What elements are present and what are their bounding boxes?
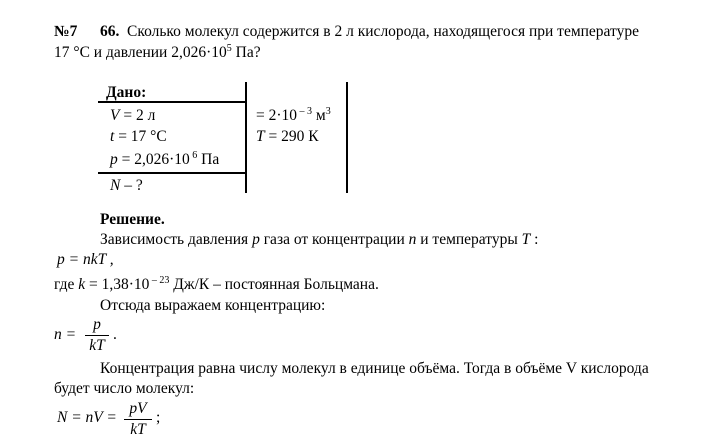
- fraction-denominator: kT: [89, 337, 105, 354]
- equation-concentration-lhs: n =: [54, 326, 77, 343]
- fraction-numerator: pV: [129, 400, 147, 417]
- given-pressure: p = 2,026·10 $^6$ Па: [110, 150, 220, 168]
- fraction-bar: [124, 419, 152, 420]
- equation-count-end: ;: [156, 409, 161, 426]
- solution-paragraph-4-line1: Концентрация равна числу молекул в единице объёма. Тогда в объёме V кислорода: [100, 360, 649, 377]
- solution-paragraph-4-line2: будет число молекул:: [54, 380, 195, 397]
- fraction-denominator: kT: [130, 421, 146, 438]
- solution-paragraph-2: где k = 1,38·10 $^{- 23}$ Дж/К – постоянная Больцмана.: [54, 275, 379, 293]
- problem-number: №7: [54, 23, 78, 40]
- si-separator: [346, 82, 348, 193]
- si-temperature: T = 290 К: [256, 128, 319, 145]
- given-header: Дано:: [106, 84, 147, 101]
- problem-id: 66.: [100, 23, 120, 40]
- si-volume: = 2·10 $^{- 3}$ $м^3$: [256, 106, 331, 124]
- find-quantity: N – ?: [110, 177, 143, 194]
- equation-count-lhs: N = nV =: [57, 409, 117, 426]
- given-separator: [245, 82, 247, 193]
- given-volume: V = 2 л: [110, 107, 156, 124]
- problem-text-line1: Сколько молекул содержится в 2 л кислорода, находящегося при температуре: [127, 23, 639, 40]
- fraction-numerator: p: [93, 316, 101, 333]
- equation-concentration-fraction: [85, 316, 109, 355]
- equation-concentration-end: .: [113, 326, 117, 343]
- equation-count-fraction: [124, 400, 152, 439]
- find-rule: [98, 172, 246, 174]
- solution-header: Решение.: [100, 211, 165, 228]
- problem-text-line2: 17 °С и давлении $2,026\cdot 10^5$ Па?: [54, 43, 261, 61]
- solution-paragraph-1: Зависимость давления p газа от концентрации n и температуры T :: [100, 231, 539, 248]
- solution-paragraph-3: Отсюда выражаем концентрацию:: [100, 297, 326, 314]
- given-header-rule: [98, 101, 246, 103]
- given-temperature: t = 17 °С: [110, 128, 167, 145]
- equation-pressure: p = nkT ,: [57, 251, 114, 268]
- fraction-bar: [85, 335, 109, 336]
